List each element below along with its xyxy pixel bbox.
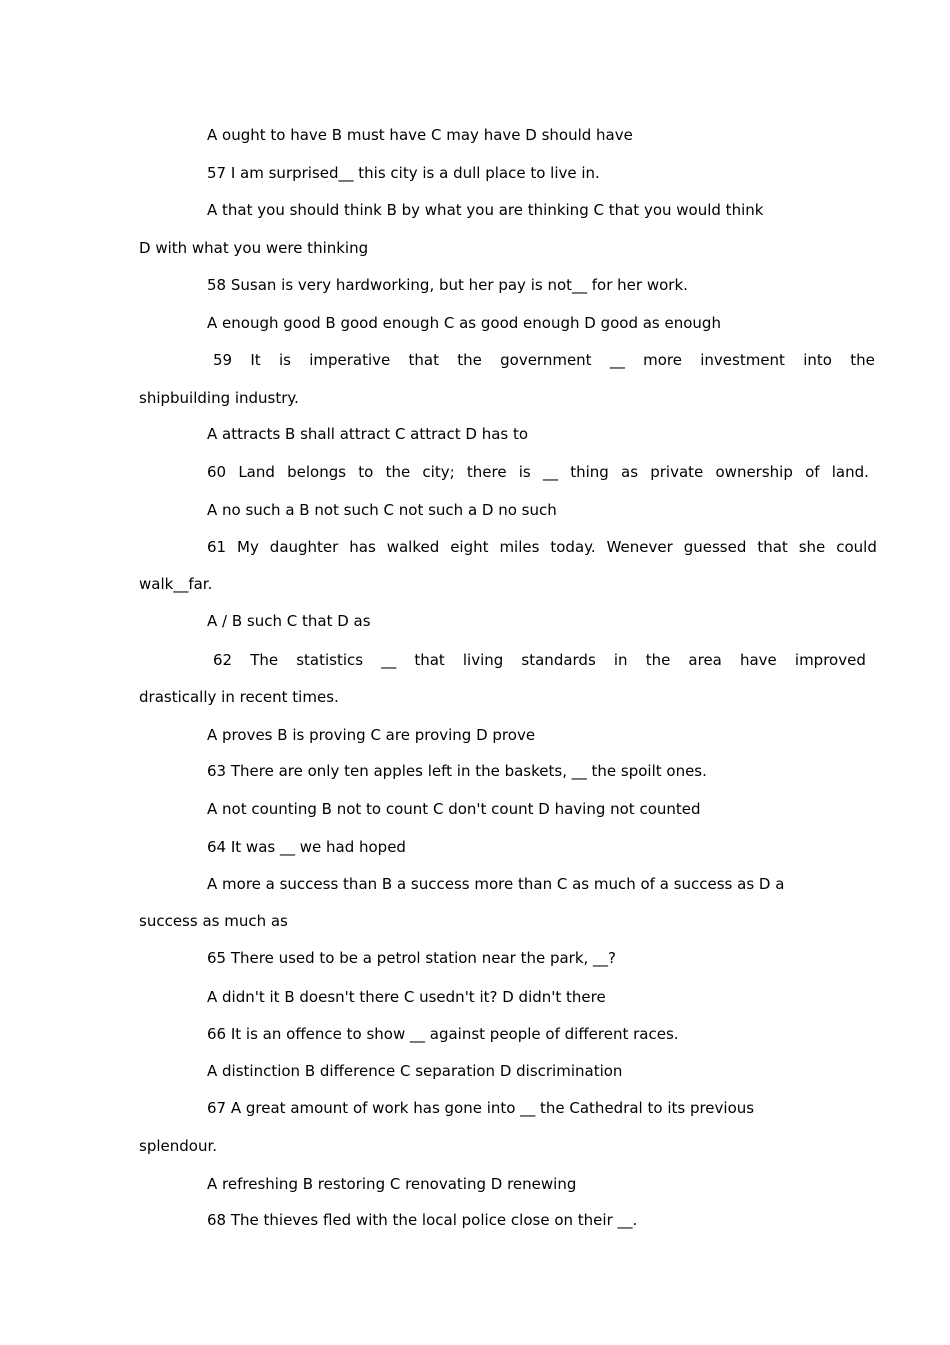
word: have	[739, 651, 777, 669]
word: land.	[831, 463, 869, 481]
word: of	[805, 463, 820, 481]
word: My	[237, 538, 259, 556]
word: city;	[422, 463, 455, 481]
question-67-continued: splendour.	[139, 1137, 218, 1155]
question-57: 57 I am surprised__ this city is a dull place to live in.	[207, 164, 600, 182]
options-59: A attracts B shall attract C attract D has to	[207, 425, 529, 443]
question-62	[213, 650, 866, 670]
word: eight	[450, 538, 489, 556]
word: statistics	[296, 651, 364, 669]
question-58: 58 Susan is very hardworking, but her pay is not__ for her work.	[207, 276, 688, 294]
word: standards	[521, 651, 596, 669]
options-64-continued: success as much as	[139, 912, 288, 930]
word: walked	[386, 538, 440, 556]
word: the	[645, 651, 671, 669]
word: improved	[794, 651, 866, 669]
word: the	[385, 463, 411, 481]
word: 59	[213, 351, 233, 369]
question-67: 67 A great amount of work has gone into __ the Cathedral to its previous	[207, 1099, 755, 1117]
word-blank: __	[542, 463, 558, 481]
word: ownership	[715, 463, 793, 481]
word: investment	[700, 351, 785, 369]
word: into	[803, 351, 832, 369]
options-66: A distinction B difference C separation D discrimination	[207, 1062, 623, 1080]
word: thing	[570, 463, 609, 481]
options-61: A / B such C that D as	[207, 612, 371, 630]
question-66: 66 It is an offence to show __ against people of different races.	[207, 1025, 679, 1043]
word: imperative	[309, 351, 391, 369]
word: the	[457, 351, 482, 369]
question-61-continued: walk__far.	[139, 575, 213, 593]
word: is	[278, 351, 291, 369]
word: as	[621, 463, 639, 481]
question-60	[207, 462, 869, 482]
word: more	[643, 351, 682, 369]
options-57: A that you should think B by what you are thinking C that you would think	[207, 201, 764, 219]
word: Wenever	[606, 538, 673, 556]
word-blank: __	[609, 351, 625, 369]
word-blank: __	[381, 651, 397, 669]
word: daughter	[269, 538, 339, 556]
word: belongs	[287, 463, 347, 481]
word: has	[349, 538, 376, 556]
word: today.	[550, 538, 596, 556]
word: private	[650, 463, 704, 481]
options-65: A didn't it B doesn't there C usedn't it? D didn't there	[207, 988, 606, 1006]
word: the	[850, 351, 875, 369]
word: to	[358, 463, 374, 481]
options-64: A more a success than B a success more than C as much of a success as D a	[207, 875, 785, 893]
options-58: A enough good B good enough C as good enough D good as enough	[207, 314, 721, 332]
word: 62	[213, 651, 233, 669]
options-60: A no such a B not such C not such a D no such	[207, 501, 557, 519]
word: Land	[238, 463, 275, 481]
word: could	[836, 538, 877, 556]
word: is	[518, 463, 531, 481]
word: in	[613, 651, 628, 669]
question-59-continued: shipbuilding industry.	[139, 389, 299, 407]
options-62: A proves B is proving C are proving D prove	[207, 726, 536, 744]
word: area	[688, 651, 722, 669]
question-65: 65 There used to be a petrol station near the park, __?	[207, 949, 617, 967]
word: guessed	[683, 538, 747, 556]
word: 61	[207, 538, 227, 556]
options-63: A not counting B not to count C don't count D having not counted	[207, 800, 701, 818]
question-62-continued: drastically in recent times.	[139, 688, 339, 706]
options-56: A ought to have B must have C may have D should have	[207, 126, 633, 144]
word: 60	[207, 463, 227, 481]
question-63: 63 There are only ten apples left in the baskets, __ the spoilt ones.	[207, 762, 707, 780]
word: living	[462, 651, 504, 669]
question-59	[213, 350, 875, 370]
word: The	[250, 651, 279, 669]
word: miles	[499, 538, 540, 556]
word: It	[250, 351, 261, 369]
word: she	[798, 538, 826, 556]
options-57-continued: D with what you were thinking	[139, 239, 369, 257]
word: that	[408, 351, 439, 369]
question-64: 64 It was __ we had hoped	[207, 838, 406, 856]
options-67: A refreshing B restoring C renovating D renewing	[207, 1175, 577, 1193]
question-61	[207, 537, 877, 557]
word: that	[414, 651, 445, 669]
word: government	[500, 351, 592, 369]
question-68: 68 The thieves fled with the local police close on their __.	[207, 1211, 638, 1229]
word: there	[466, 463, 507, 481]
word: that	[757, 538, 788, 556]
